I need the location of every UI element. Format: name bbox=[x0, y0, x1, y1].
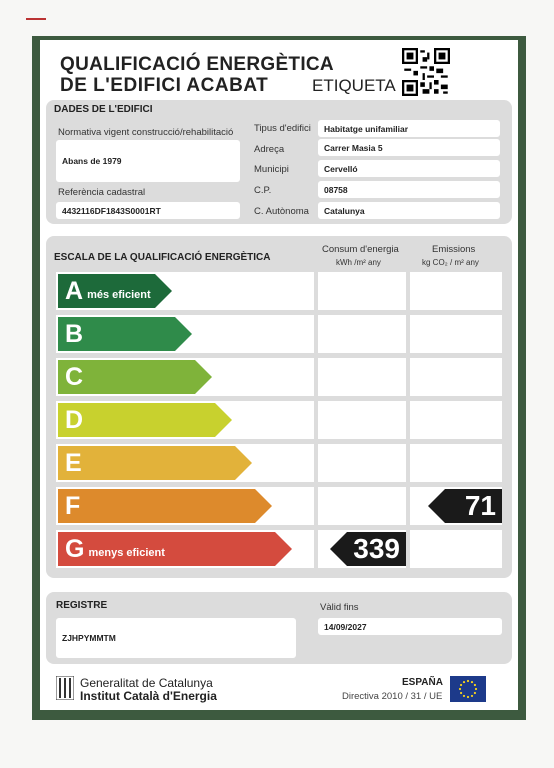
consumption-value-tag: 339 bbox=[330, 532, 406, 566]
class-arrow-e bbox=[58, 446, 252, 480]
generalitat-line-1: Generalitat de Catalunya bbox=[80, 676, 213, 690]
eu-star bbox=[467, 680, 469, 682]
autonoma-field: Catalunya bbox=[318, 202, 500, 219]
consum-cell bbox=[318, 358, 406, 396]
class-note: més eficient bbox=[87, 288, 151, 301]
eu-star bbox=[460, 684, 462, 686]
class-letter: D bbox=[65, 405, 84, 434]
emissions-unit: kg CO₂ / m² any bbox=[422, 258, 479, 267]
normativa-label: Normativa vigent construcció/rehabilitació bbox=[58, 127, 234, 138]
emissions-cell bbox=[410, 401, 502, 439]
emissions-cell bbox=[410, 272, 502, 310]
qr-code-icon bbox=[402, 48, 450, 96]
referencia-label: Referència cadastral bbox=[58, 187, 146, 198]
eu-star bbox=[471, 681, 473, 683]
consum-cell bbox=[318, 315, 406, 353]
registre-field: ZJHPYMMTM bbox=[56, 618, 296, 658]
country-label: ESPAÑA bbox=[402, 677, 443, 688]
autonoma-label: C. Autònoma bbox=[254, 206, 309, 217]
consum-cell bbox=[318, 401, 406, 439]
registre-title: REGISTRE bbox=[56, 600, 108, 611]
emissions-value-tag: 71 bbox=[428, 489, 502, 523]
consum-cell bbox=[318, 444, 406, 482]
municipi-field: Cervelló bbox=[318, 160, 500, 177]
valid-field: 14/09/2027 bbox=[318, 618, 502, 635]
class-arrow-a bbox=[58, 274, 172, 308]
generalitat-stripes-icon bbox=[56, 676, 74, 700]
rating-scale-panel bbox=[46, 236, 512, 578]
emissions-label: Emissions bbox=[432, 244, 476, 255]
top-mark bbox=[26, 18, 46, 20]
referencia-field: 4432116DF1843S0001RT bbox=[56, 202, 240, 219]
eu-star bbox=[463, 681, 465, 683]
class-letter: B bbox=[65, 319, 84, 348]
emissions-cell bbox=[410, 358, 502, 396]
eu-star bbox=[467, 696, 469, 698]
adreca-field: Carrer Masia 5 bbox=[318, 139, 500, 156]
title-line-2: DE L'EDIFICI ACABAT bbox=[60, 75, 269, 96]
class-note: menys eficient bbox=[88, 546, 165, 559]
class-arrow-f bbox=[58, 489, 272, 523]
consum-unit: kWh /m² any bbox=[336, 258, 381, 267]
class-arrow-g bbox=[58, 532, 292, 566]
emissions-cell bbox=[410, 530, 502, 568]
valid-label: Vàlid fins bbox=[320, 602, 359, 613]
class-letter: F bbox=[65, 491, 81, 520]
eu-star bbox=[474, 692, 476, 694]
class-arrow-shape bbox=[58, 446, 252, 480]
building-data-panel bbox=[46, 100, 512, 224]
consum-cell bbox=[318, 487, 406, 525]
class-letter: G bbox=[65, 534, 85, 563]
class-letter: E bbox=[65, 448, 82, 477]
title-line-1: QUALIFICACIÓ ENERGÈTICA bbox=[60, 54, 334, 75]
energy-label-inner bbox=[40, 40, 518, 710]
emissions-cell bbox=[410, 315, 502, 353]
etiqueta-label: ETIQUETA bbox=[312, 76, 396, 95]
tipus-field: Habitatge unifamiliar bbox=[318, 120, 500, 137]
eu-star bbox=[474, 684, 476, 686]
registre-panel bbox=[46, 592, 512, 664]
class-letter: C bbox=[65, 362, 84, 391]
eu-star bbox=[471, 695, 473, 697]
generalitat-line-2: Institut Català d'Energia bbox=[80, 689, 217, 703]
class-arrow-d bbox=[58, 403, 232, 437]
tipus-label: Tipus d'edifici bbox=[254, 123, 311, 134]
eu-flag-icon bbox=[450, 676, 486, 702]
scale-section-title: ESCALA DE LA QUALIFICACIÓ ENERGÈTICA bbox=[54, 252, 271, 263]
class-letter: A bbox=[65, 276, 84, 305]
eu-star bbox=[460, 692, 462, 694]
cp-field: 08758 bbox=[318, 181, 500, 198]
normativa-field: Abans de 1979 bbox=[56, 140, 240, 182]
class-arrow-b bbox=[58, 317, 192, 351]
consum-label: Consum d'energia bbox=[322, 244, 399, 255]
directive-label: Directiva 2010 / 31 / UE bbox=[342, 691, 443, 702]
cp-label: C.P. bbox=[254, 185, 272, 196]
adreca-label: Adreça bbox=[254, 144, 285, 155]
eu-star bbox=[459, 688, 461, 690]
municipi-label: Municipi bbox=[254, 164, 289, 175]
class-arrow-c bbox=[58, 360, 212, 394]
class-arrow-shape bbox=[58, 489, 272, 523]
eu-star bbox=[475, 688, 477, 690]
building-section-title: DADES DE L'EDIFICI bbox=[54, 104, 153, 115]
class-arrow-shape bbox=[58, 403, 232, 437]
eu-star bbox=[463, 695, 465, 697]
consum-cell bbox=[318, 272, 406, 310]
emissions-cell bbox=[410, 444, 502, 482]
